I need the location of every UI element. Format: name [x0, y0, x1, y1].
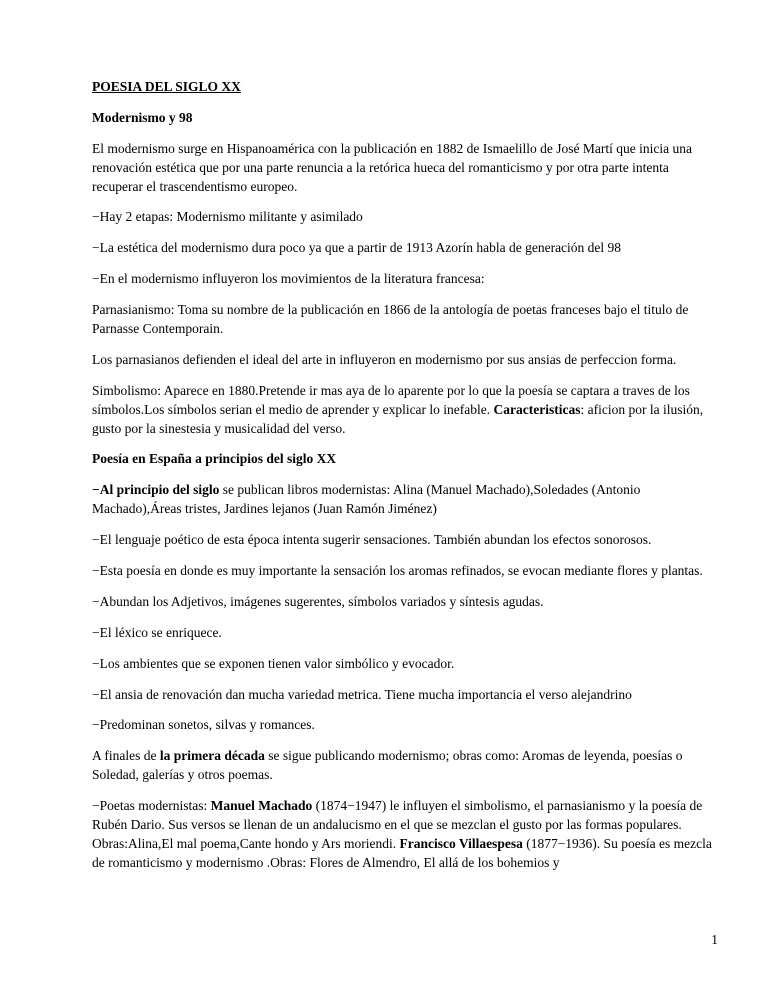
text-run-bold: −Al principio del siglo	[92, 482, 220, 498]
paragraph-renovacion: −El ansia de renovación dan mucha variedad metrica. Tiene mucha importancia el verso alejandrino	[92, 686, 632, 702]
paragraph-intro: El modernismo surge en Hispanoamérica con la publicación en 1882 de Ismaelillo de José Martí que inicia una renovación estética que por una parte renuncia a la retórica hueca del romanticismo y por otra parte intenta recuperar el trascendentismo europeo.	[92, 140, 692, 194]
page-number: 1	[711, 932, 718, 948]
paragraph-parnasianismo: Parnasianismo: Toma su nombre de la publicación en 1866 de la antología de poetas franceses bajo el titulo de Parnasse Contemporain.	[92, 302, 689, 337]
paragraph-lexico: −El léxico se enriquece.	[92, 624, 222, 640]
paragraph-poetas	[92, 797, 718, 873]
paragraph-simbolismo	[92, 382, 718, 439]
paragraph-lenguaje: −El lenguaje poético de esta época intenta sugerir sensaciones. También abundan los efectos sonorosos.	[92, 532, 652, 548]
paragraph-etapas: −Hay 2 etapas: Modernismo militante y asimilado	[92, 209, 363, 225]
paragraph-influencias: −En el modernismo influyeron los movimientos de la literatura francesa:	[92, 271, 485, 287]
text-run: (1874−1947) le influyen el simbolismo, el parnasianismo y la poesía de Rubén Dario. Sus versos se llenan de un andalucismo en el que se mezclan el gusto por las formas populares. Obras:Alina,El mal poema,Cante hondo y Ars moriendi.	[92, 798, 703, 851]
text-run: A finales de	[92, 748, 160, 764]
text-run-bold: Caracteristicas	[493, 401, 581, 417]
text-run: : aficion por la ilusión, gusto por la sinestesia y musicalidad del verso.	[92, 401, 704, 436]
text-run: −Poetas modernistas:	[92, 798, 211, 814]
text-run: se publican libros modernistas: Alina (Manuel Machado),Soledades (Antonio Machado),Áreas tristes, Jardines lejanos (Juan Ramón Jiménez)	[92, 482, 641, 517]
paragraph-sensacion: −Esta poesía en donde es muy importante la sensación los aromas refinados, se evocan mediante flores y plantas.	[92, 563, 703, 579]
text-run: se sigue publicando modernismo; obras como: Aromas de leyenda, poesías o Soledad, galerías y otros poemas.	[92, 748, 683, 783]
text-run-bold: Francisco Villaespesa	[399, 835, 523, 851]
paragraph-ambientes: −Los ambientes que se exponen tienen valor simbólico y evocador.	[92, 655, 455, 671]
text-run: (1877−1936). Su poesía es mezcla de romanticismo y modernismo .Obras: Flores de Almendro, El allá de los bohemios y	[92, 835, 712, 870]
paragraph-principio	[92, 481, 718, 519]
text-run-bold: la primera década	[159, 748, 265, 764]
heading-modernismo: Modernismo y 98	[92, 109, 193, 125]
heading-espana: Poesía en España a principios del siglo XX	[92, 451, 337, 467]
paragraph-adjetivos: −Abundan los Adjetivos, imágenes sugerentes, símbolos variados y síntesis agudas.	[92, 593, 544, 609]
paragraph-sonetos: −Predominan sonetos, silvas y romances.	[92, 717, 315, 733]
paragraph-decada	[92, 747, 718, 785]
paragraph-estetica: −La estética del modernismo dura poco ya que a partir de 1913 Azorín habla de generación del 98	[92, 240, 622, 256]
text-run: Simbolismo: Aparece en 1880.Pretende ir mas aya de lo aparente por lo que la poesía se captara a traves de los símbolos.Los símbolos serian el medio de aprender y explicar lo inefable.	[92, 382, 690, 417]
doc-title: POESIA DEL SIGLO XX	[92, 79, 241, 94]
text-run-bold: Manuel Machado	[210, 798, 313, 814]
paragraph-parnasianos: Los parnasianos defienden el ideal del arte in influyeron en modernismo por sus ansias de perfeccion forma.	[92, 351, 677, 367]
